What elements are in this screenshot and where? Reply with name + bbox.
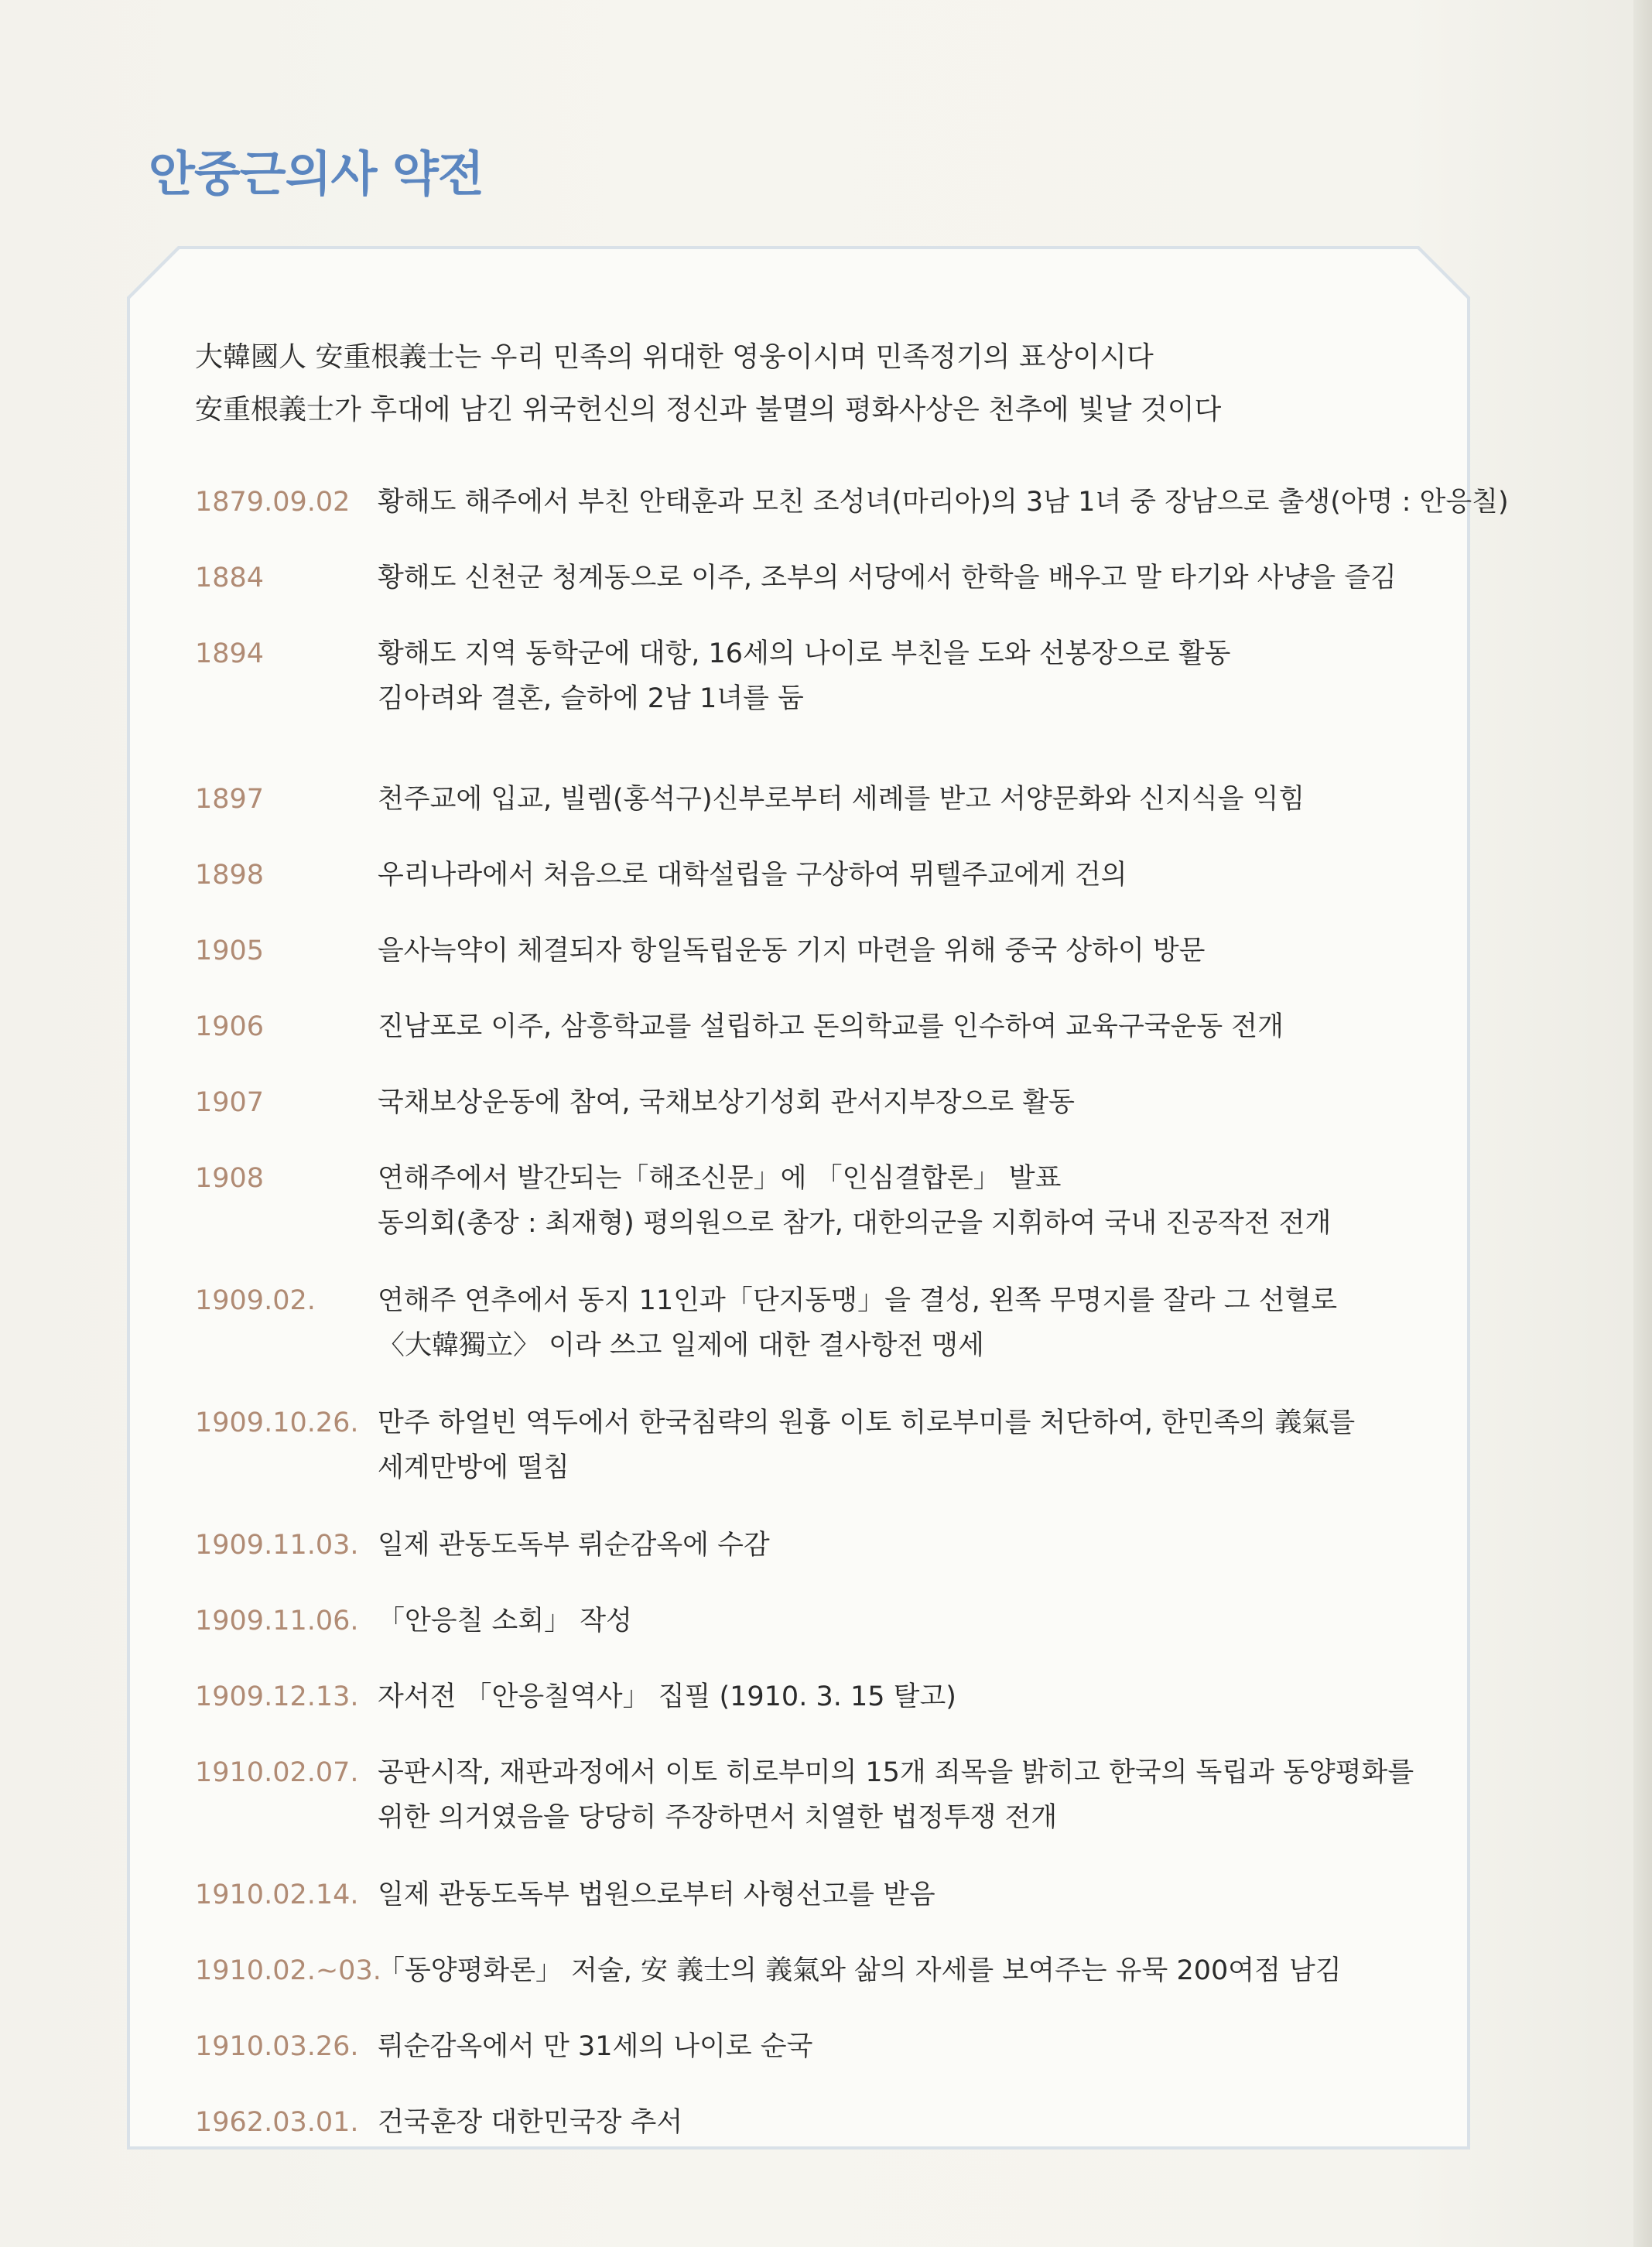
timeline-date: 1884 [195, 563, 265, 593]
timeline-description [378, 1004, 1445, 1049]
timeline-date: 1910.02.14. [195, 1879, 359, 1910]
timeline-description [378, 631, 1445, 721]
intro-line: 安重根義士가 후대에 남긴 위국헌신의 정신과 불멸의 평화사상은 천추에 빛날 것이다 [195, 394, 1222, 426]
timeline-date: 1909.10.26. [195, 1407, 359, 1438]
timeline-description-line: 〈大韓獨立〉 이라 쓰고 일제에 대한 결사항전 맹세 [378, 1330, 984, 1361]
timeline-description-line: 우리나라에서 처음으로 대학설립을 구상하여 뮈텔주교에게 건의 [378, 860, 1127, 891]
timeline-description-line: 을사늑약이 체결되자 항일독립운동 기지 마련을 위해 중국 상하이 방문 [378, 935, 1206, 966]
timeline-date: 1910.03.26. [195, 2031, 359, 2062]
timeline-description-line: 세계만방에 떨침 [378, 1452, 569, 1483]
timeline-description [378, 1278, 1445, 1368]
timeline-date: 1879.09.02 [195, 487, 351, 518]
timeline-date: 1906 [195, 1011, 265, 1042]
timeline-description [378, 1080, 1445, 1125]
timeline-description-line: 공판시작, 재판과정에서 이토 히로부미의 15개 죄목을 밝히고 한국의 독립과 동양평화를 [378, 1757, 1414, 1788]
timeline-date: 1909.12.13. [195, 1681, 359, 1712]
timeline-description [378, 853, 1445, 898]
timeline-description-line: 만주 하얼빈 역두에서 한국침략의 원흉 이토 히로부미를 처단하여, 한민족의 義氣를 [378, 1407, 1356, 1438]
timeline-date: 1898 [195, 860, 265, 891]
timeline-date: 1910.02.07. [195, 1757, 359, 1788]
timeline-description-line: 「동양평화론」 저술, 安 義士의 義氣와 삶의 자세를 보여주는 유묵 200여점 남김 [378, 1955, 1342, 1986]
timeline-date: 1908 [195, 1163, 265, 1194]
timeline-description [378, 1750, 1445, 1840]
timeline-description-line: 김아려와 결혼, 슬하에 2남 1녀를 둠 [378, 683, 804, 714]
timeline-description-line: 천주교에 입교, 빌렘(홍석구)신부로부터 세례를 받고 서양문화와 신지식을 익힘 [378, 784, 1305, 815]
timeline-date: 1910.02.~03. [195, 1955, 381, 1986]
timeline-date: 1962.03.01. [195, 2107, 359, 2138]
timeline-date: 1894 [195, 638, 265, 669]
timeline-description [378, 1948, 1445, 1993]
timeline-description-line: 동의회(총장 : 최재형) 평의원으로 참가, 대한의군을 지휘하여 국내 진공작전 전개 [378, 1208, 1332, 1239]
timeline-description [378, 2100, 1445, 2145]
timeline-description [378, 1599, 1445, 1643]
timeline-date: 1909.02. [195, 1285, 316, 1316]
timeline-description [378, 556, 1445, 600]
timeline-description-line: 일제 관동도독부 법원으로부터 사형선고를 받음 [378, 1879, 935, 1910]
timeline-description [378, 1523, 1445, 1568]
timeline-date: 1897 [195, 784, 265, 815]
timeline-description-line: 위한 의거였음을 당당히 주장하면서 치열한 법정투쟁 전개 [378, 1802, 1058, 1833]
timeline-description-line: 건국훈장 대한민국장 추서 [378, 2107, 683, 2138]
intro-line: 大韓國人 安重根義士는 우리 민족의 위대한 영웅이시며 민족정기의 표상이시다 [195, 341, 1154, 373]
timeline-description [378, 2024, 1445, 2069]
timeline-description-line: 일제 관동도독부 뤼순감옥에 수감 [378, 1530, 770, 1561]
timeline-description-line: 「안응칠 소회」 작성 [378, 1606, 632, 1637]
timeline-description-line: 연해주 연추에서 동지 11인과「단지동맹」을 결성, 왼쪽 무명지를 잘라 그 선혈로 [378, 1285, 1338, 1316]
page-title: 안중근의사 약전 [149, 145, 484, 202]
page-edge [1633, 0, 1652, 2247]
timeline-date: 1909.11.06. [195, 1606, 359, 1637]
timeline-description [378, 1156, 1445, 1246]
timeline-description-line: 뤼순감옥에서 만 31세의 나이로 순국 [378, 2031, 813, 2062]
timeline-description-line: 황해도 신천군 청계동으로 이주, 조부의 서당에서 한학을 배우고 말 타기와 사냥을 즐김 [378, 563, 1397, 593]
timeline-description [378, 1872, 1445, 1917]
intro-text [195, 331, 1433, 436]
timeline-description-line: 진남포로 이주, 삼흥학교를 설립하고 돈의학교를 인수하여 교육구국운동 전개 [378, 1011, 1284, 1042]
timeline-description [378, 480, 1509, 525]
timeline-description-line: 황해도 지역 동학군에 대항, 16세의 나이로 부친을 도와 선봉장으로 활동 [378, 638, 1231, 669]
timeline-description [378, 1674, 1445, 1719]
timeline-date: 1905 [195, 935, 265, 966]
timeline-description [378, 1401, 1445, 1490]
timeline-description-line: 국채보상운동에 참여, 국채보상기성회 관서지부장으로 활동 [378, 1087, 1075, 1118]
timeline-date: 1909.11.03. [195, 1530, 359, 1561]
timeline-description [378, 929, 1445, 973]
timeline-description-line: 황해도 해주에서 부친 안태훈과 모친 조성녀(마리아)의 3남 1녀 중 장남으로 출생(아명 : 안응칠) [378, 487, 1509, 518]
timeline-description-line: 연해주에서 발간되는「해조신문」에 「인심결합론」 발표 [378, 1163, 1062, 1194]
timeline-description-line: 자서전 「안응칠역사」 집필 (1910. 3. 15 탈고) [378, 1681, 956, 1712]
timeline-description [378, 777, 1445, 822]
timeline-date: 1907 [195, 1087, 265, 1118]
